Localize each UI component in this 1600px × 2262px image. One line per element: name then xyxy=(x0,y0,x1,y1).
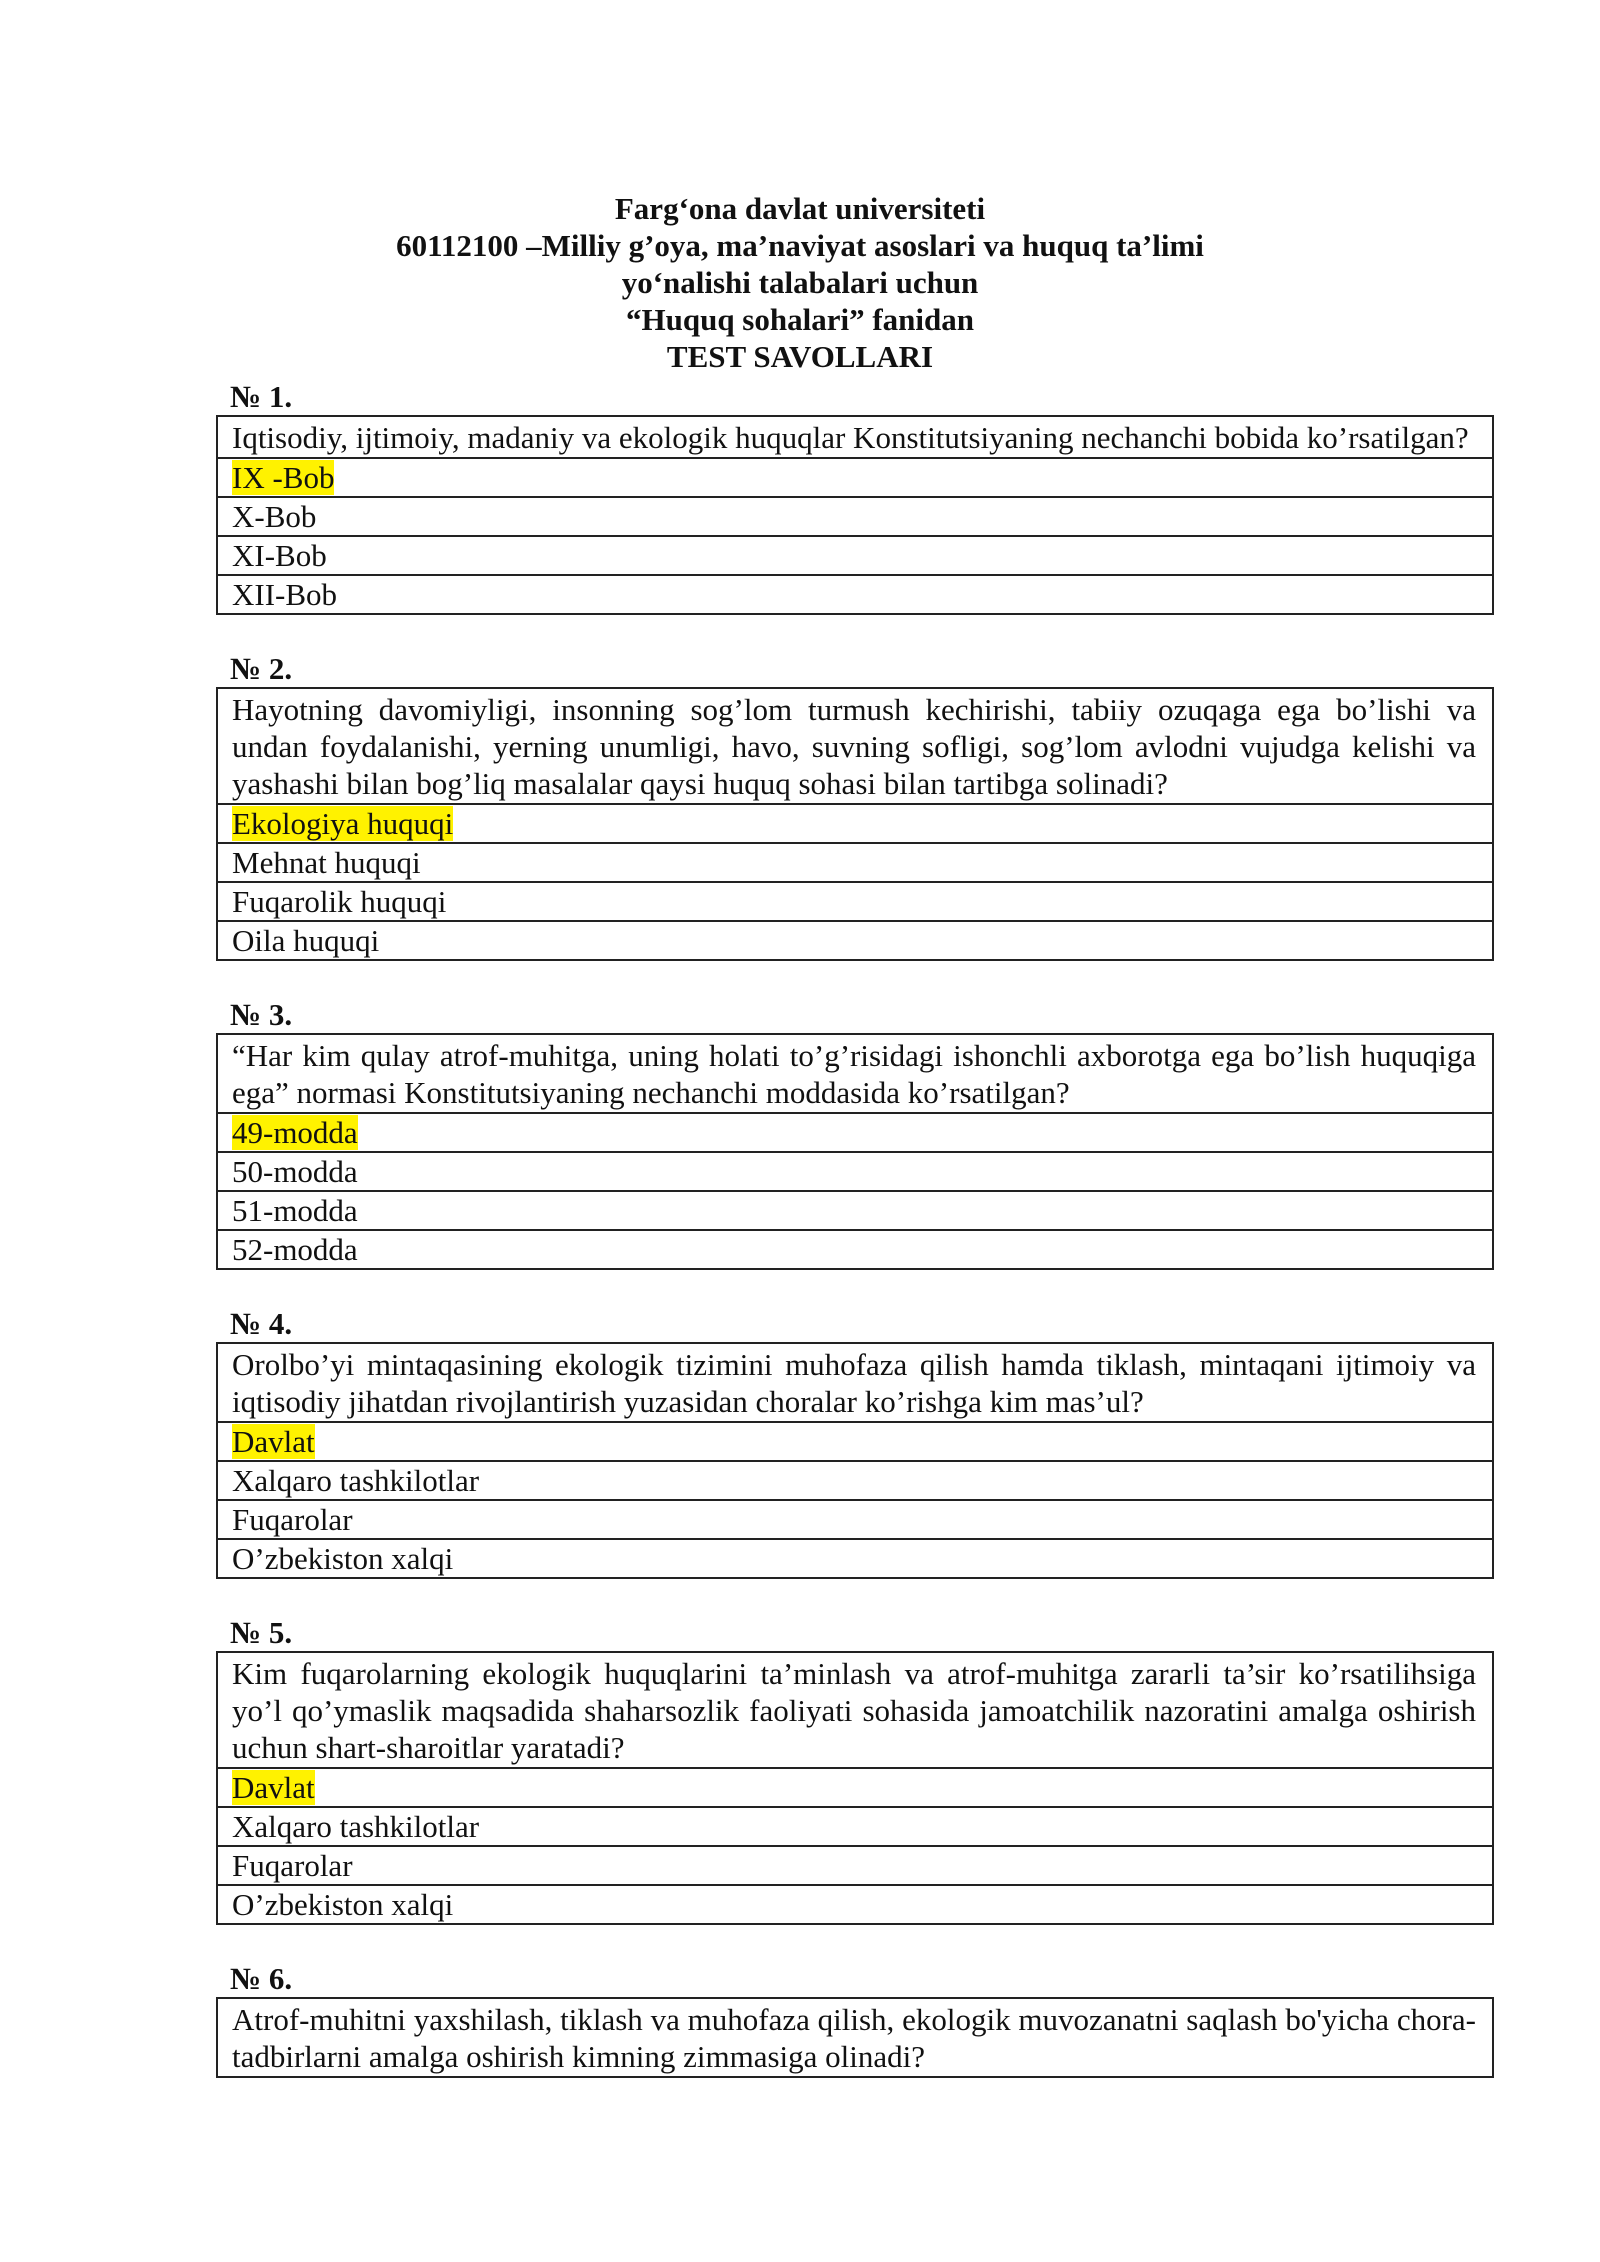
answer-option[interactable]: Xalqaro tashkilotlar xyxy=(218,1806,1492,1845)
question-table xyxy=(216,687,1494,961)
answer-option[interactable] xyxy=(218,1767,1492,1806)
question-number: № 3. xyxy=(230,997,293,1032)
question-table xyxy=(216,1033,1494,1270)
answer-option[interactable]: 51-modda xyxy=(218,1190,1492,1229)
answer-option[interactable] xyxy=(218,1421,1492,1460)
answer-option[interactable]: Fuqarolik huquqi xyxy=(218,881,1492,920)
question-table xyxy=(216,415,1494,615)
correct-answer-highlight: Davlat xyxy=(232,1770,315,1805)
answer-option[interactable]: 52-modda xyxy=(218,1229,1492,1268)
answer-option[interactable]: X-Bob xyxy=(218,496,1492,535)
university-name: Farg‘ona davlat universiteti xyxy=(614,191,986,226)
question-number: № 6. xyxy=(230,1961,293,1996)
test-title: TEST SAVOLLARI xyxy=(666,339,934,374)
correct-answer-highlight: Ekologiya huquqi xyxy=(232,806,454,841)
document-header xyxy=(0,190,1600,375)
answer-option[interactable]: Oila huquqi xyxy=(218,920,1492,959)
question-text: “Har kim qulay atrof-muhitga, uning holati to’g’risidagi ishonchli axborotga ega bo’lish huquqiga ega” normasi Konstitutsiyaning nechanchi moddasida ko’rsatilgan? xyxy=(232,1038,1476,1110)
program-subtitle: yo‘nalishi talabalari uchun xyxy=(621,265,979,300)
answer-option[interactable]: XI-Bob xyxy=(218,535,1492,574)
question-table xyxy=(216,1997,1494,2078)
question-text: Hayotning davomiyligi, insonning sog’lom turmush kechirishi, tabiiy ozuqaga ega bo’lishi va undan foydalanishi, yerning unumligi, havo, suvning sofligi, sog’lom avlodni vujudga kelishi va yashashi bilan bog’liq masalalar qaysi huquq sohasi bilan tartibga solinadi? xyxy=(232,692,1476,801)
correct-answer-highlight: Davlat xyxy=(232,1424,315,1459)
answer-option[interactable]: 50-modda xyxy=(218,1151,1492,1190)
answer-option[interactable]: XII-Bob xyxy=(218,574,1492,613)
answer-option[interactable]: Mehnat huquqi xyxy=(218,842,1492,881)
answer-option[interactable] xyxy=(218,803,1492,842)
answer-option[interactable] xyxy=(218,1112,1492,1151)
correct-answer-highlight: 49-modda xyxy=(232,1115,358,1150)
question-list xyxy=(216,379,1494,2078)
program-title: 60112100 –Milliy g’oya, ma’naviyat asoslari va huquq ta’limi xyxy=(396,228,1204,263)
question-table xyxy=(216,1651,1494,1925)
question-number: № 1. xyxy=(230,379,293,414)
answer-option[interactable]: O’zbekiston xalqi xyxy=(218,1538,1492,1577)
question-text: Kim fuqarolarning ekologik huquqlarini ta’minlash va atrof-muhitga zararli ta’sir ko’rsatilihsiga yo’l qo’ymaslik maqsadida shaharsozlik faoliyati sohasida jamoatchilik nazoratini amalga oshirish uchun shart-sharoitlar yaratadi? xyxy=(232,1656,1476,1765)
answer-option[interactable] xyxy=(218,457,1492,496)
correct-answer-highlight: IX -Bob xyxy=(232,460,335,495)
course-title: “Huquq sohalari” fanidan xyxy=(625,302,975,337)
question-table xyxy=(216,1342,1494,1579)
answer-option[interactable]: Fuqarolar xyxy=(218,1499,1492,1538)
question-number: № 2. xyxy=(230,651,293,686)
question-number: № 5. xyxy=(230,1615,293,1650)
question-number: № 4. xyxy=(230,1306,293,1341)
question-text: Atrof-muhitni yaxshilash, tiklash va muhofaza qilish, ekologik muvozanatni saqlash bo'yicha chora-tadbirlarni amalga oshirish kimning zimmasiga olinadi? xyxy=(232,2002,1476,2074)
answer-option[interactable]: O’zbekiston xalqi xyxy=(218,1884,1492,1923)
answer-option[interactable]: Fuqarolar xyxy=(218,1845,1492,1884)
answer-option[interactable]: Xalqaro tashkilotlar xyxy=(218,1460,1492,1499)
question-text: Iqtisodiy, ijtimoiy, madaniy va ekologik huquqlar Konstitutsiyaning nechanchi bobida ko’rsatilgan? xyxy=(232,420,1469,455)
question-text: Orolbo’yi mintaqasining ekologik tizimini muhofaza qilish hamda tiklash, mintaqani ijtimoiy va iqtisodiy jihatdan rivojlantirish yuzasidan choralar ko’rishga kim mas’ul? xyxy=(232,1347,1476,1419)
